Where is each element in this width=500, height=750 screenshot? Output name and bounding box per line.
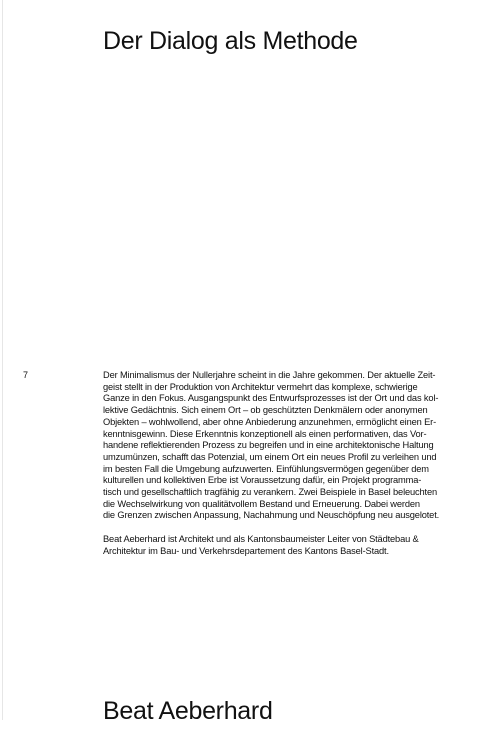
abstract-line: umzumünzen, schafft das Potenzial, um einem Ort ein neues Profil zu verleihen und <box>103 451 437 462</box>
author-name: Beat Aeberhard <box>103 697 273 725</box>
abstract-line: Objekten – wohlwollend, aber ohne Anbiederung anzunehmen, ermöglicht einen Er- <box>103 416 437 427</box>
abstract-line: Der Minimalismus der Nullerjahre scheint in die Jahre gekommen. Der aktuelle Zeit- <box>103 370 436 380</box>
abstract-line: geist stellt in der Produktion von Architektur vermehrt das komplexe, schwierige <box>103 381 418 392</box>
abstract-line: die Wechselwirkung von qualitätvollem Bestand und Erneuerung. Dabei werden <box>103 498 420 509</box>
author-bio-paragraph <box>103 534 475 557</box>
abstract-paragraph <box>103 370 475 522</box>
abstract-line: lektive Gedächtnis. Sich einem Ort – ob geschützten Denkmälern oder anonymen <box>103 405 428 416</box>
abstract-line: kenntnisgewinn. Diese Erkenntnis konzeptionell als einen performativen, das Vor- <box>103 428 427 439</box>
bio-line: Beat Aeberhard ist Architekt und als Kantonsbaumeister Leiter von Städtebau & <box>103 533 419 544</box>
abstract-line: handene reflektierenden Prozess zu begreifen und in eine architektonische Haltung <box>103 440 434 451</box>
abstract-line: im besten Fall die Umgebung aufzuwerten. Einfühlungsvermögen gegenüber dem <box>103 463 429 474</box>
bio-line: Architektur im Bau- und Verkehrsdepartement des Kantons Basel-Stadt. <box>103 545 389 556</box>
page-edge-line <box>2 0 3 720</box>
page-number: 7 <box>23 370 29 380</box>
article-body <box>103 370 475 569</box>
abstract-line: die Grenzen zwischen Anpassung, Nachahmung und Neuschöpfung neu ausgelotet. <box>103 510 440 521</box>
abstract-line: Ganze in den Fokus. Ausgangspunkt des Entwurfsprozesses ist der Ort und das kol- <box>103 393 439 404</box>
article-title: Der Dialog als Methode <box>103 27 358 55</box>
abstract-line: kulturellen und kollektiven Erbe ist Voraussetzung dafür, ein Projekt programma- <box>103 475 422 486</box>
abstract-line: tisch und gesellschaftlich tragfähig zu verankern. Zwei Beispiele in Basel beleuchten <box>103 487 438 498</box>
